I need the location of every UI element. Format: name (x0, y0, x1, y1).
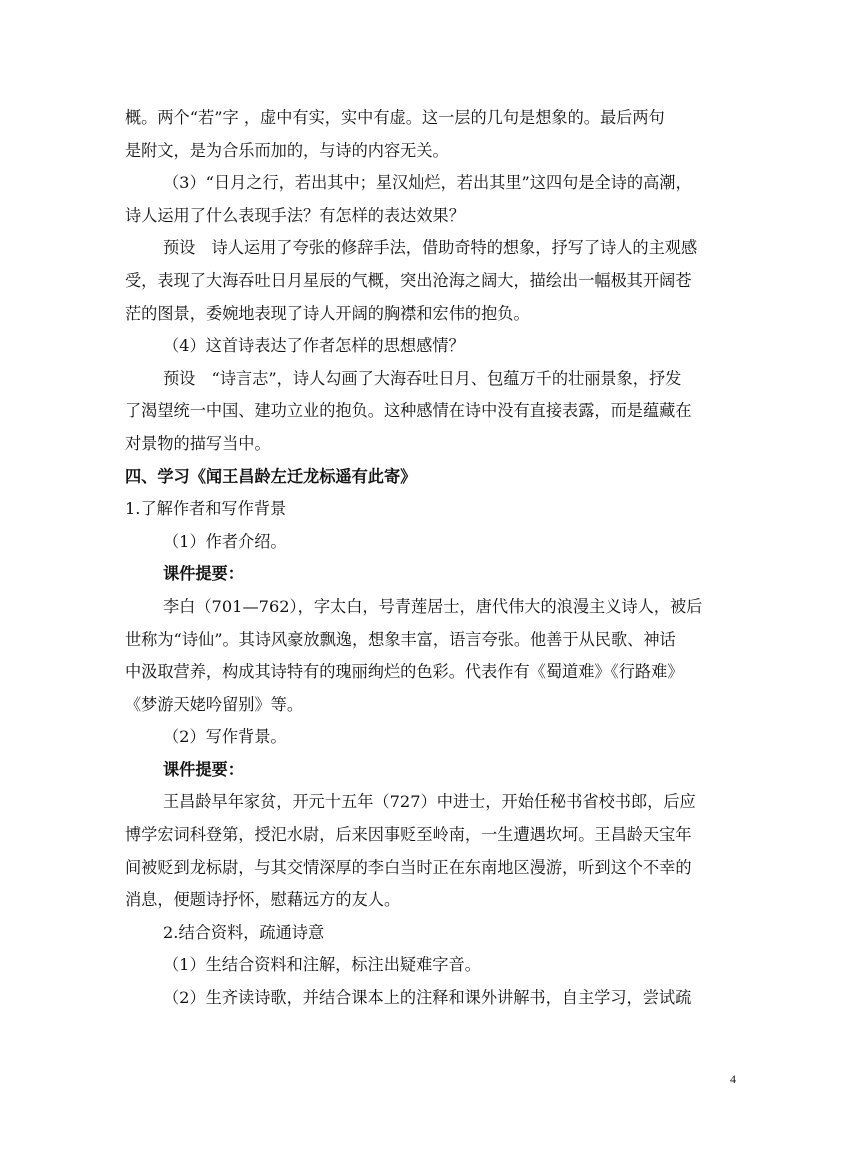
text-line: 2.结合资料，疏通诗意 (163, 922, 325, 942)
page-number: 4 (730, 1072, 736, 1086)
text-line: 1.了解作者和写作背景 (125, 499, 287, 519)
text-line: 间被贬到龙标尉，与其交情深厚的李白当时正在东南地区漫游，听到这个不幸的 (125, 857, 692, 877)
section-heading: 课件提要： (163, 759, 244, 779)
text-line: 中汲取营养，构成其诗特有的瑰丽绚烂的色彩。代表作有《蜀道难》《行路难》 (125, 662, 684, 682)
text-line: 概。两个“若”字 ，虚中有实，实中有虚。这一层的几句是想象的。最后两句 (125, 108, 665, 127)
text-line: 了渴望统一中国、建功立业的抱负。这种感情在诗中没有直接表露，而是蕴藏在 (125, 401, 692, 421)
text-line: 世称为“诗仙”。其诗风豪放飘逸，想象丰富，语言夸张。他善于从民歌、神话 (125, 629, 676, 649)
text-line: 消息，便题诗抒怀，慰藉远方的友人。 (125, 890, 401, 910)
text-line: （3）“日月之行，若出其中；星汉灿烂，若出其里”这四句是全诗的高潮， (163, 173, 692, 193)
text-line: 是附文，是为合乐而加的，与诗的内容无关。 (125, 140, 449, 160)
document-body (125, 102, 735, 1015)
text-line: （2）生齐读诗歌，并结合课本上的注释和课外讲解书，自主学习，尝试疏 (163, 988, 692, 1008)
text-line: （4）这首诗表达了作者怎样的思想感情？ (163, 336, 465, 356)
text-line: 李白（701—762），字太白，号青莲居士，唐代伟大的浪漫主义诗人，被后 (163, 596, 703, 616)
section-heading: 课件提要： (163, 564, 244, 584)
text-line: 王昌龄早年家贫，开元十五年（727）中进士，开始任秘书省校书郎，后应 (163, 792, 696, 812)
text-line: （1）作者介绍。 (163, 531, 287, 551)
text-line: 对景物的描写当中。 (125, 433, 271, 453)
section-heading: 四、学习《闻王昌龄左迁龙标遥有此寄》 (125, 466, 417, 486)
text-line: 预设 “诗言志”，诗人勾画了大海吞吐日月、包蕴万千的壮丽景象，抒发 (163, 368, 682, 388)
text-line: 预设 诗人运用了夸张的修辞手法，借助奇特的想象，抒写了诗人的主观感 (163, 238, 698, 258)
text-line: 《梦游天姥吟留别》等。 (125, 694, 304, 714)
text-line: 受，表现了大海吞吐日月星辰的气概，突出沧海之阔大，描绘出一幅极其开阔苍 (125, 270, 692, 290)
text-line: 茫的图景，委婉地表现了诗人开阔的胸襟和宏伟的抱负。 (125, 303, 530, 323)
text-line: 博学宏词科登第，授汜水尉，后来因事贬至岭南，一生遭遇坎坷。王昌龄天宝年 (125, 825, 692, 845)
text-line: 诗人运用了什么表现手法？有怎样的表达效果？ (125, 205, 465, 225)
text-line: （2）写作背景。 (163, 727, 287, 747)
text-line: （1）生结合资料和注解，标注出疑难字音。 (163, 955, 481, 975)
